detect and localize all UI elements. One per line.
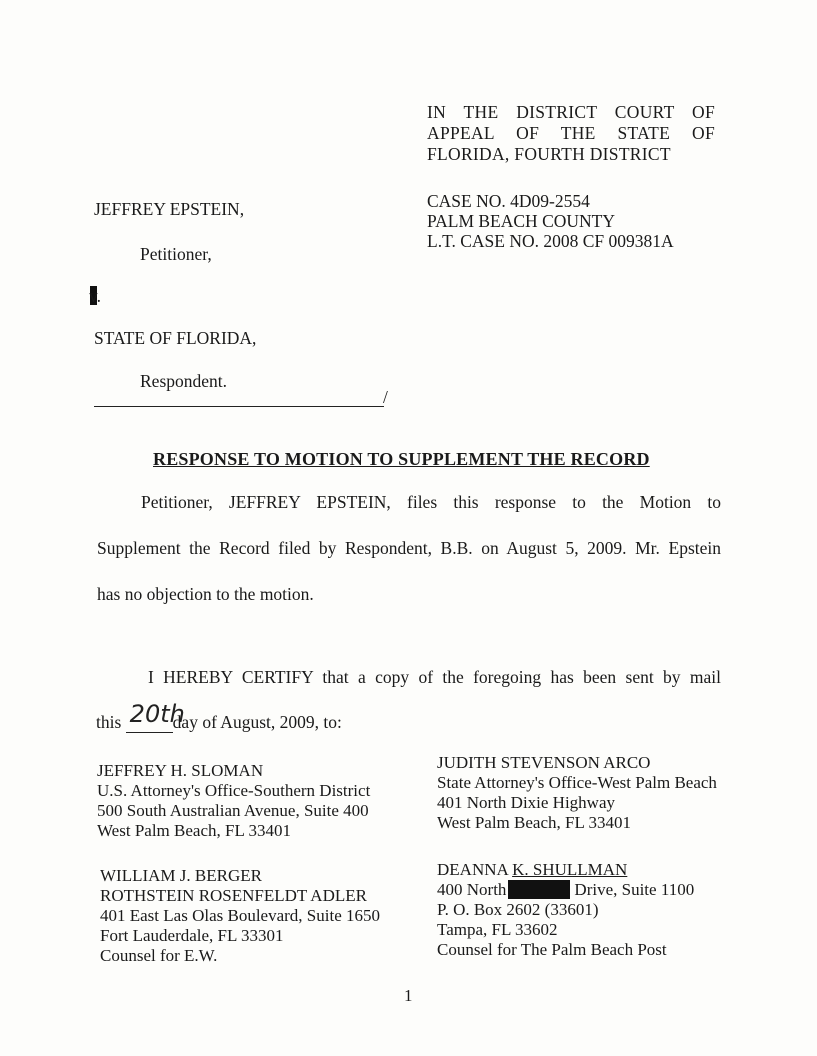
court-caption <box>427 102 715 165</box>
recipient-line: WILLIAM J. BERGER <box>100 866 262 885</box>
this-word: this <box>96 712 122 732</box>
case-info <box>427 191 674 251</box>
recipient-line: JEFFREY H. SLOMAN <box>97 761 264 780</box>
respondent-name: STATE OF FLORIDA, <box>94 328 257 348</box>
versus-text: v. <box>89 286 101 306</box>
recipient-street-line <box>437 880 694 900</box>
recipient-line: 401 East Las Olas Boulevard, Suite 1650 <box>100 906 380 925</box>
recipient-line: West Palm Beach, FL 33401 <box>97 821 291 840</box>
service-recipient <box>100 866 380 966</box>
recipient-line: State Attorney's Office-West Palm Beach <box>437 773 717 792</box>
court-caption-line: IN THE DISTRICT COURT OF <box>427 102 715 122</box>
court-caption-line: APPEAL OF THE STATE OF <box>427 123 715 143</box>
body-line: Supplement the Record filed by Respondent, B.B. on August 5, 2009. Mr. Epstein <box>97 538 721 558</box>
recipient-line: U.S. Attorney's Office-Southern District <box>97 781 371 800</box>
service-recipient <box>97 761 370 841</box>
recipient-name-line <box>437 860 694 880</box>
recipient-line: Fort Lauderdale, FL 33301 <box>100 926 284 945</box>
recipient-line: JUDITH STEVENSON ARCO <box>437 753 651 772</box>
recipient-name-underlined: K. SHULLMAN <box>512 860 628 879</box>
service-recipient <box>437 860 694 960</box>
recipient-name-prefix: DEANNA <box>437 860 513 879</box>
petitioner-name: JEFFREY EPSTEIN, <box>94 199 245 219</box>
service-recipient <box>437 753 717 833</box>
certificate-date-line <box>96 700 342 733</box>
certificate-date-rest: day of August, 2009, to: <box>172 712 342 732</box>
date-blank <box>126 700 185 733</box>
recipient-line: 500 South Australian Avenue, Suite 400 <box>97 801 369 820</box>
signature-rule <box>94 406 384 407</box>
rule-slash: / <box>383 387 388 407</box>
versus-line <box>90 286 101 307</box>
county: PALM BEACH COUNTY <box>427 211 615 231</box>
recipient-line: West Palm Beach, FL 33401 <box>437 813 631 832</box>
respondent-role: Respondent. <box>140 371 228 391</box>
certificate-line: I HEREBY CERTIFY that a copy of the foregoing has been sent by mail <box>148 667 721 687</box>
redaction-box <box>508 880 570 899</box>
recipient-line: 401 North Dixie Highway <box>437 793 616 812</box>
handwritten-day: 20th <box>129 700 185 728</box>
body-line: Petitioner, JEFFREY EPSTEIN, files this response to the Motion to <box>141 492 721 512</box>
recipient-line: P. O. Box 2602 (33601) <box>437 900 599 919</box>
court-caption-line: FLORIDA, FOURTH DISTRICT <box>427 144 671 164</box>
street-prefix: 400 North <box>437 880 507 899</box>
recipient-line: Counsel for E.W. <box>100 946 218 965</box>
page-number: 1 <box>404 986 413 1005</box>
recipient-line: Tampa, FL 33602 <box>437 920 558 939</box>
document-title: RESPONSE TO MOTION TO SUPPLEMENT THE RECORD <box>153 449 650 469</box>
lower-tribunal-case-number: L.T. CASE NO. 2008 CF 009381A <box>427 231 674 251</box>
street-suffix: Drive, Suite 1100 <box>574 880 695 899</box>
petitioner-role: Petitioner, <box>140 244 212 264</box>
case-number: CASE NO. 4D09-2554 <box>427 191 590 211</box>
recipient-line: Counsel for The Palm Beach Post <box>437 940 667 959</box>
recipient-line: ROTHSTEIN ROSENFELDT ADLER <box>100 886 367 905</box>
body-line: has no objection to the motion. <box>97 584 314 604</box>
